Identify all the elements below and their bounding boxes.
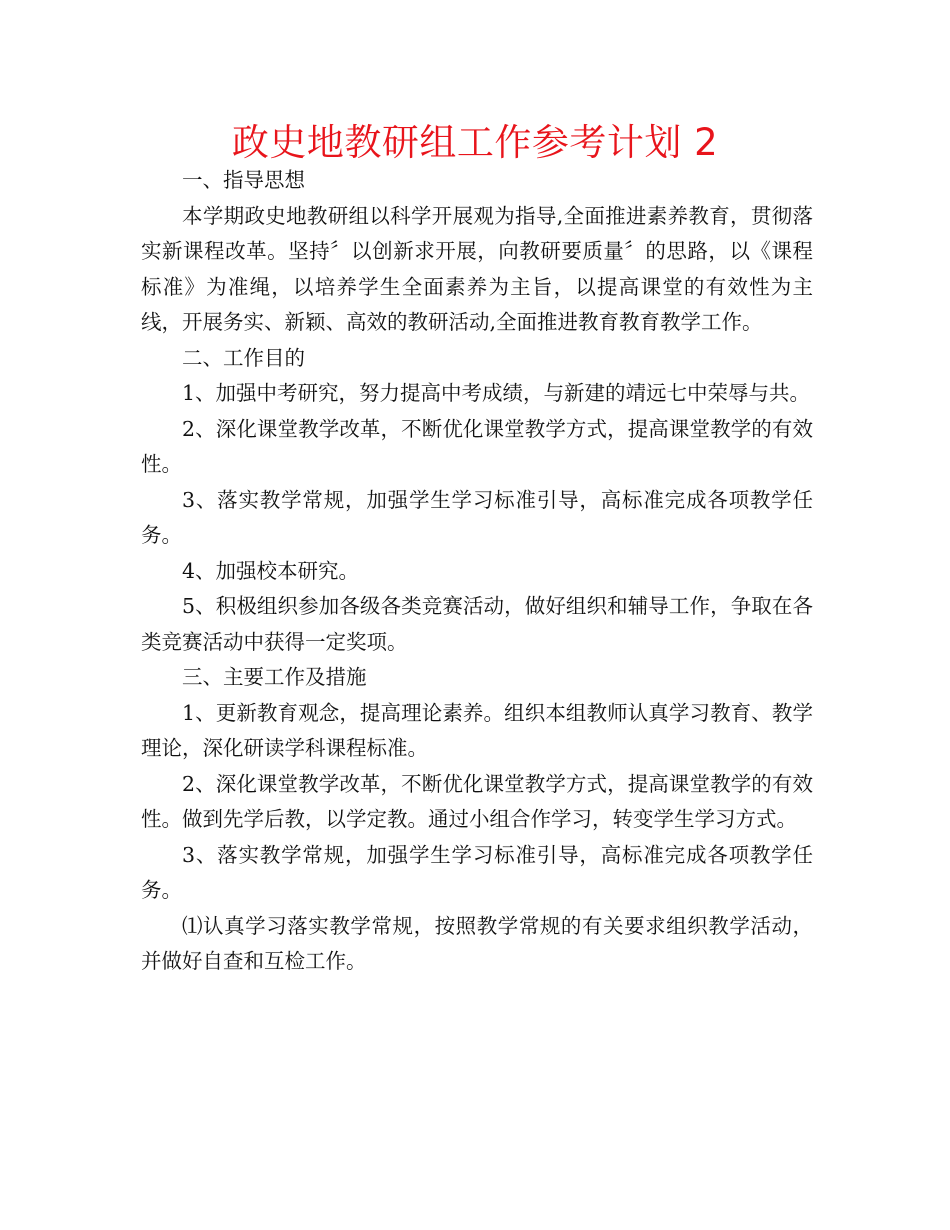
goal-item-3: 3、落实教学常规，加强学生学习标准引导，高标准完成各项教学任务。 — [141, 487, 813, 547]
goal-item-4: 4、加强校本研究。 — [182, 558, 360, 583]
goal-item-1: 1、加强中考研究，努力提高中考成绩，与新建的靖远七中荣辱与共。 — [182, 381, 811, 405]
measure-item-3: 3、落实教学常规，加强学生学习标准引导，高标准完成各项教学任务。 — [141, 842, 813, 902]
goal-item-2: 2、深化课堂教学改革，不断优化课堂教学方式，提高课堂教学的有效性。 — [141, 416, 813, 476]
document-body — [141, 163, 813, 980]
measure-subitem-1: ⑴认真学习落实教学常规，按照教学常规的有关要求组织教学活动，并做好自查和互检工作。 — [141, 913, 813, 973]
section-heading-2: 二、工作目的 — [182, 345, 305, 370]
measure-item-2: 2、深化课堂教学改革，不断优化课堂教学方式，提高课堂教学的有效性。做到先学后教，以学定教。通过小组合作学习，转变学生学习方式。 — [141, 771, 813, 831]
section-heading-3: 三、主要工作及措施 — [182, 665, 367, 689]
document-title: 政史地教研组工作参考计划 2 — [231, 121, 719, 164]
paragraph-guiding-ideology: 本学期政史地教研组以科学开展观为指导,全面推进素养教育，贯彻落实新课程改革。坚持〞以创新求开展，向教研要质量〞的思路，以《课程标准》为准绳，以培养学生全面素养为主旨，以提高课堂的有效性为主线，开展务实、新颖、高效的教研活动,全面推进教育教育教学工作。 — [141, 203, 813, 334]
section-heading-1: 一、指导思想 — [182, 168, 305, 192]
goal-item-5: 5、积极组织参加各级各类竞赛活动，做好组织和辅导工作，争取在各类竞赛活动中获得一定奖项。 — [141, 594, 813, 654]
measure-item-1: 1、更新教育观念，提高理论素养。组织本组教师认真学习教育、教学理论，深化研读学科课程标准。 — [141, 700, 813, 760]
